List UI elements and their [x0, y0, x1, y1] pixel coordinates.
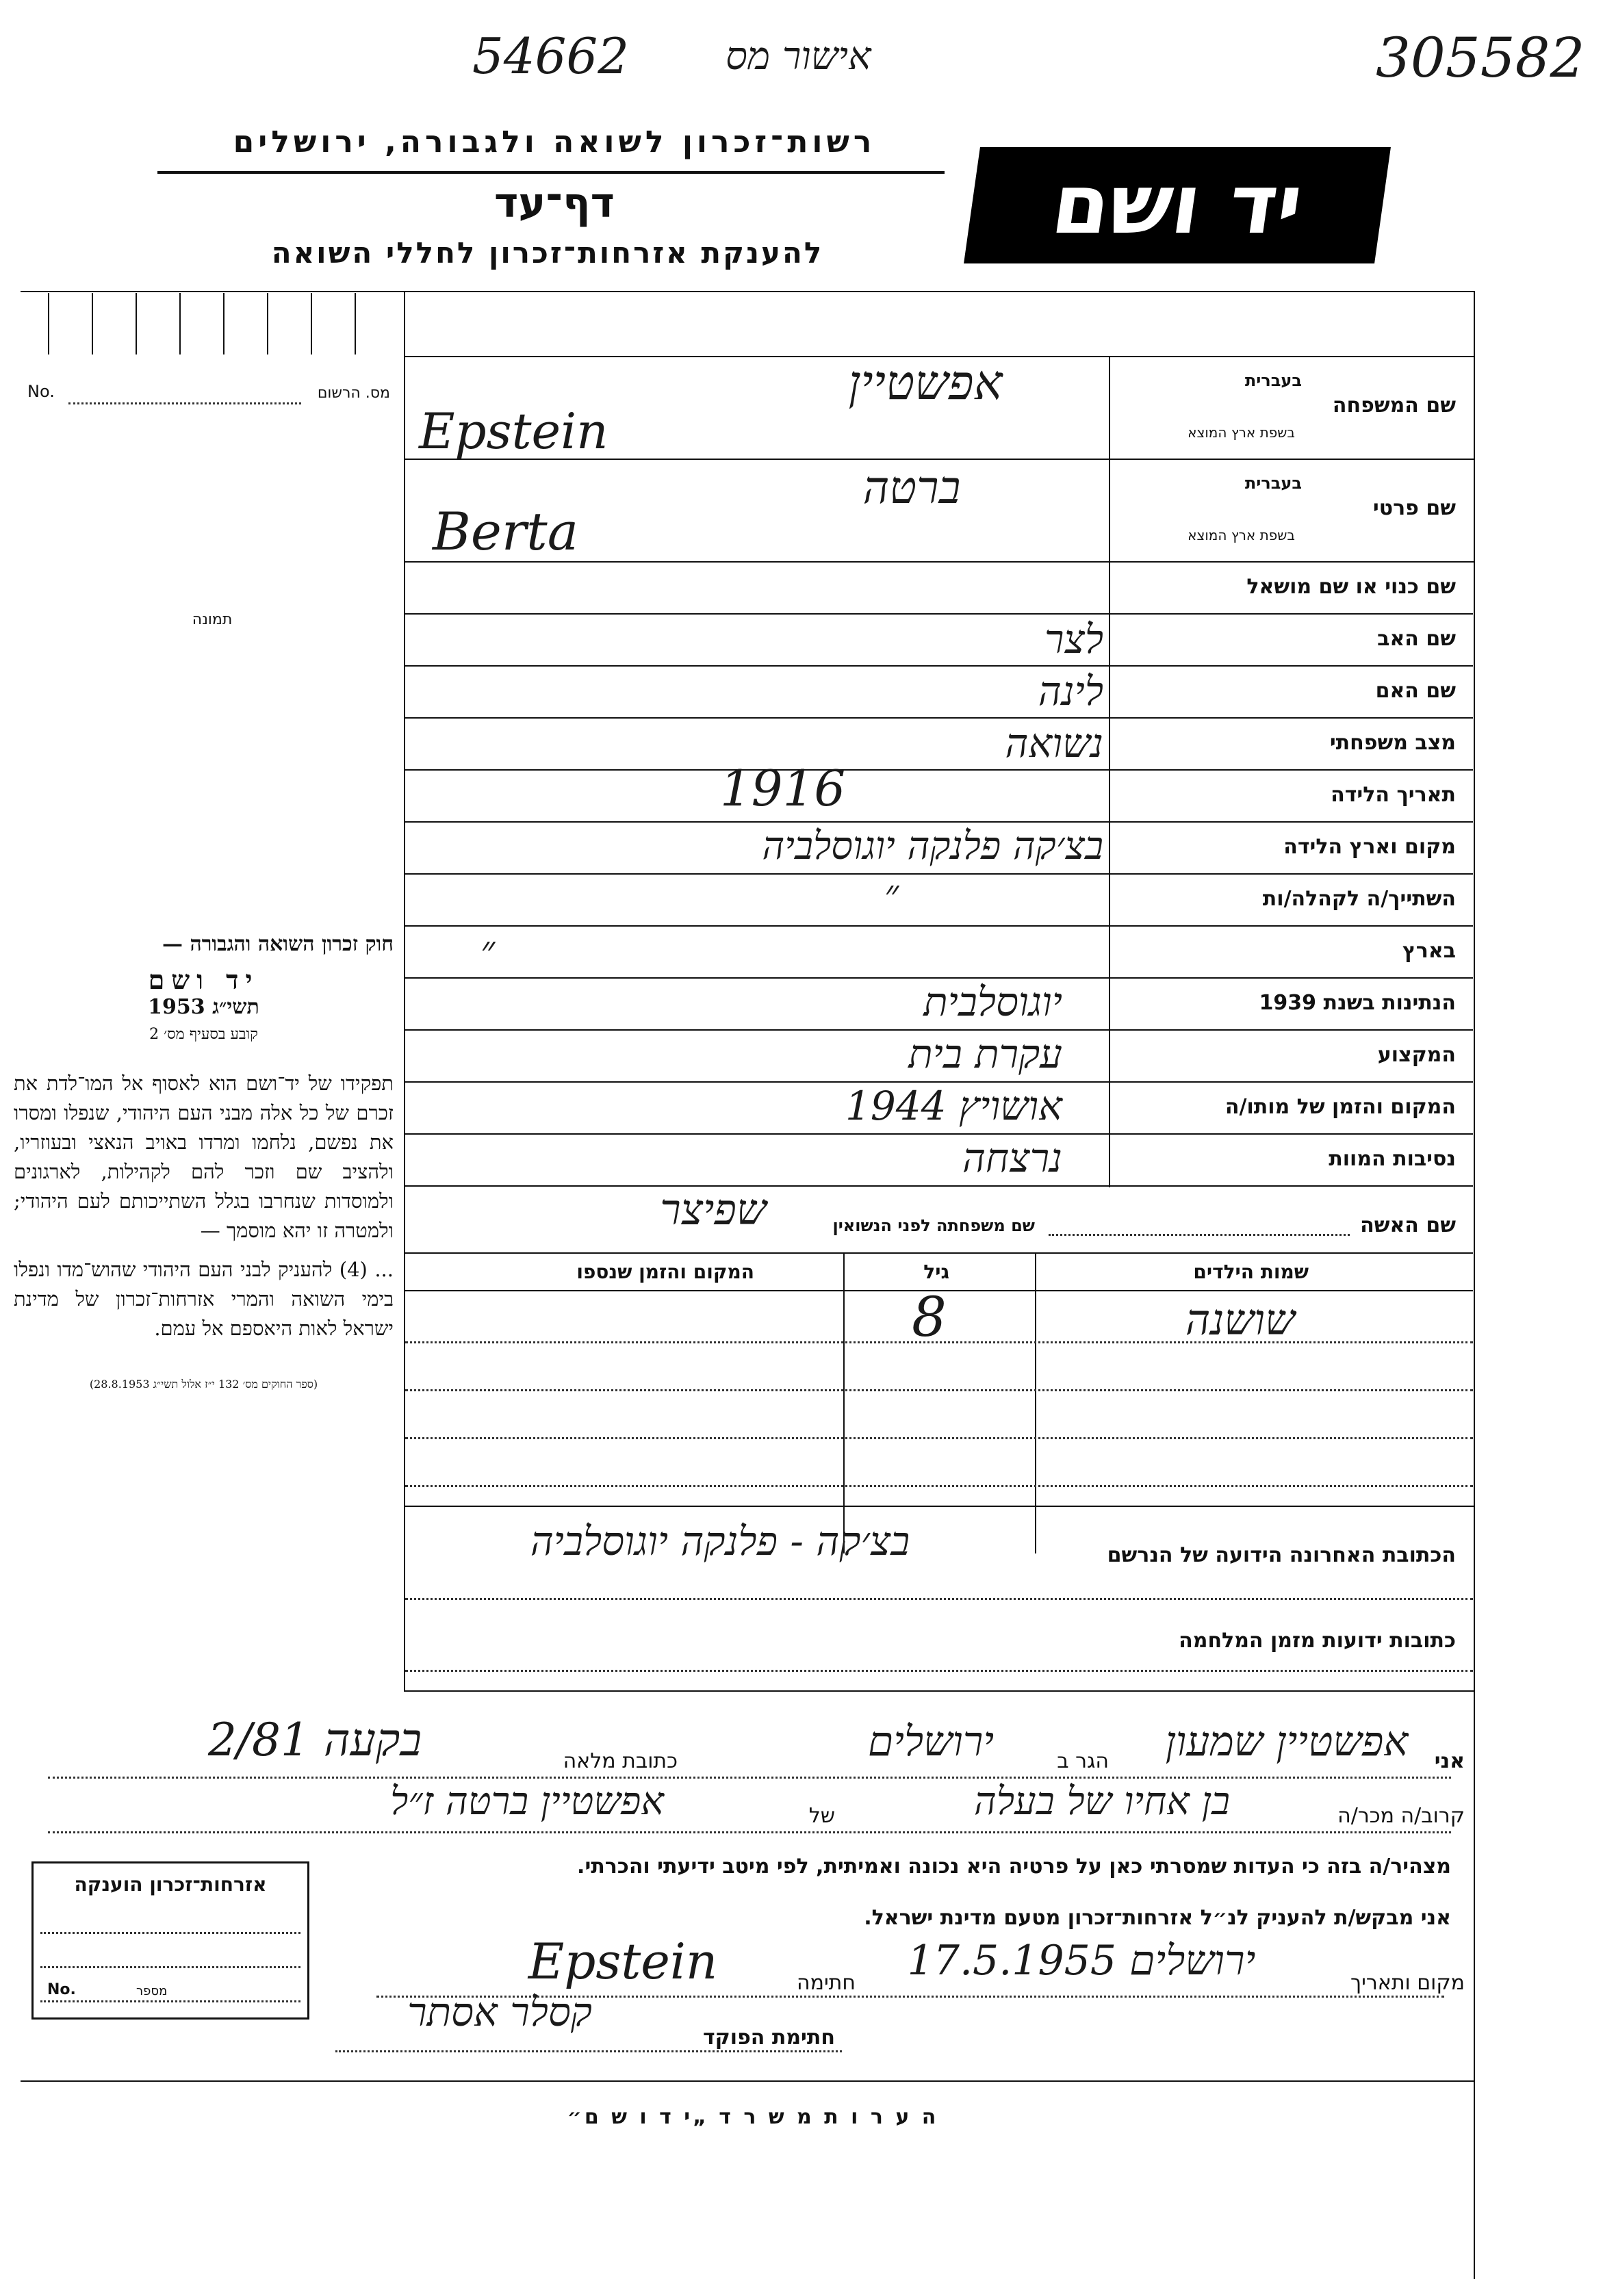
wife-maiden-label: שם משפחתה לפני הנשואין	[832, 1216, 1035, 1235]
clerk-value: קסלר אסתר	[407, 1989, 592, 2035]
declaration-statement-1: מצהיר/ה בזה כי העדות שמסרתי כאן על פרטיה היא נכונה ואמיתית, לפי מיטב ידיעתי והכרתי.	[577, 1855, 1451, 1879]
declarant-label: אני	[1434, 1749, 1465, 1773]
row-birthplace: מקום וארץ הלידה בצ׳קה פלנקה יוגוסלביה	[405, 821, 1473, 875]
family-name-hebrew-value: אפשטיין	[848, 354, 1003, 411]
child-age-value: 8	[912, 1285, 947, 1349]
yad-vashem-logo	[964, 147, 1391, 263]
family-name-label: שם המשפחה	[1332, 394, 1456, 417]
wife-row	[405, 1187, 1473, 1254]
row-marital: מצב משפחתי נשואה	[405, 717, 1473, 771]
law-paragraph-2: ... (4) להעניק לבני העם היהודי שהוש־מדו ונפלו בימי השואה והמרי אזרחות־זכרון של מדינת ישראל לאות היאספם אל עמם.	[14, 1258, 394, 1340]
last-address-label: הכתובת האחרונה הידועה של הנרשם	[1107, 1543, 1456, 1567]
full-address-label: כתובת מלאה	[563, 1749, 678, 1773]
row-community: השתייך/ה לקהלה/ות ״	[405, 873, 1473, 927]
law-title: חוק זכרון השואה והגבורה —	[162, 932, 394, 956]
reg-no-prefix: No.	[27, 382, 55, 401]
first-name-foreign-value: Berta	[433, 501, 579, 562]
citizenship-granted-title: אזרחות־זכרון הוענקה	[74, 1873, 267, 1896]
children-col-place: המקום והזמן שנספו	[576, 1261, 754, 1283]
frame-right	[1474, 291, 1475, 2279]
family-name-foreign-value: Epstein	[419, 402, 608, 460]
citizenship-granted-box	[31, 1861, 309, 2020]
law-paragraph-1: תפקידו של יד־ושם הוא לאסוף אל המו־לדת את זכרם של כל אלה מבני העם היהודי, שנפלו ומסרו את נפשם, נלחמו ומרדו באויב הנאצי ובעוזריו, ולהציב שם וזכר להם לקהילות, לארגונים ולמוסדות שנחרבו בגלל השתייכותם לעם היהודי; ולמטרה זו יהא מוסמך —	[14, 1072, 394, 1242]
first-name-label: שם פרטי	[1372, 496, 1456, 520]
first-name-sub-foreign: בשפת ארץ המוצא	[1188, 527, 1295, 543]
frame-top	[21, 291, 1475, 292]
law-block	[14, 931, 394, 1398]
family-name-sub-hebrew: בעברית	[1244, 371, 1302, 390]
place-date-label: מקום ותאריך	[1350, 1971, 1465, 1995]
resident-value: ירושלים	[867, 1718, 995, 1766]
war-address-label: כתובות ידועות מזמן המלחמה	[1179, 1629, 1456, 1653]
first-name-hebrew-value: ברטה	[862, 461, 961, 514]
war-address-row	[405, 1601, 1473, 1690]
wife-label: שם האשה	[1360, 1213, 1456, 1237]
row-occupation: המקצוע עקרת בית	[405, 1029, 1473, 1083]
clerk-label: חתימת הפוקד	[703, 2026, 835, 2050]
row-nickname: שם כנוי או שם מושאל	[405, 561, 1473, 615]
family-name-block	[405, 356, 1473, 459]
row-country: בארץ ״	[405, 925, 1473, 979]
children-col-names: שמות הילדים	[1193, 1261, 1309, 1283]
row-death-place-time: המקום והזמן של מותו/ה אושויץ 1944	[405, 1081, 1473, 1135]
authority-underline	[157, 171, 945, 174]
declaration-line-2	[21, 1779, 1472, 1834]
archive-number: 54662	[472, 27, 630, 85]
row-mother: שם האם לינה	[405, 665, 1473, 719]
row-citizenship: הנתינות בשנת 1939 יוגוסלבית	[405, 977, 1473, 1031]
signature-value: Epstein	[528, 1933, 718, 1990]
archive-number-note: אישור מס	[726, 34, 871, 79]
relative-label: קרוב/ה מכר/ה	[1337, 1804, 1465, 1828]
declaration-statement-2: אני מבקש/ת להעניק לנ״ל אזרחות־זכרון מטעם מדינת ישראל.	[864, 1906, 1451, 1930]
of-value: אפשטיין ברטה ז״ל	[390, 1779, 664, 1824]
family-name-sub-foreign: בשפת ארץ המוצא	[1188, 424, 1295, 441]
of-label: של	[808, 1804, 835, 1828]
declarant-value: אפשטיין שמעון	[1165, 1718, 1409, 1766]
form-subtitle: להענקת אזרחות־זכרון לחללי השואה	[271, 236, 824, 270]
law-section: קובע בסעיף מס׳ 2	[149, 1026, 258, 1043]
authority-name: רשות־זכרון לשואה ולגבורה, ירושלים	[233, 125, 876, 159]
last-address-value: בצ׳קה - פלנקה יוגוסלביה	[530, 1518, 910, 1564]
record-number: 305582	[1376, 26, 1585, 90]
declaration-line-1	[21, 1714, 1472, 1779]
child-name-value: שושנה	[1185, 1295, 1296, 1345]
citizenship-number-label: מספר	[136, 1984, 168, 1998]
form-title: דף־עד	[494, 179, 615, 227]
footer-divider	[21, 2080, 1475, 2082]
children-col-age: גיל	[923, 1261, 949, 1283]
full-address-value: בקעה 2/81	[207, 1714, 422, 1766]
detail-rows	[405, 561, 1473, 1187]
row-birthdate: תאריך הלידה 1916	[405, 769, 1473, 823]
last-address-row	[405, 1506, 1473, 1601]
relative-value: בן אחיו של בעלה	[974, 1779, 1230, 1824]
row-father: שם האב לצר	[405, 613, 1473, 667]
law-name: יד ושם	[148, 964, 259, 995]
wife-maiden-value: שפיצר	[660, 1185, 767, 1235]
row-death-circumstances: נסיבות המוות נרצחה	[405, 1133, 1473, 1187]
address-bottom	[404, 1690, 1475, 1692]
place-date-value: ירושלים 17.5.1955	[907, 1937, 1256, 1985]
law-year: תשי״ג 1953	[148, 995, 259, 1019]
reg-number-label: מס. הרשום	[317, 385, 390, 402]
office-notes: ה ע ר ו ת מ ש ר ד „י ד ו ש ם״	[567, 2105, 939, 2129]
first-name-sub-hebrew: בעברית	[1244, 474, 1302, 493]
first-name-block	[405, 459, 1473, 561]
law-reference: (ספר החוקים מס׳ 132 י״ז אלול תשי״ג 28.8.1953)	[89, 1378, 318, 1391]
resident-label: הגר ב	[1057, 1749, 1109, 1773]
citizenship-no-prefix: No.	[47, 1981, 76, 1998]
registration-boxes	[48, 293, 400, 354]
photo-label: תמונה	[192, 611, 233, 628]
signature-label: חתימה	[796, 1971, 856, 1995]
logo-text: יד ושם	[1046, 157, 1309, 253]
